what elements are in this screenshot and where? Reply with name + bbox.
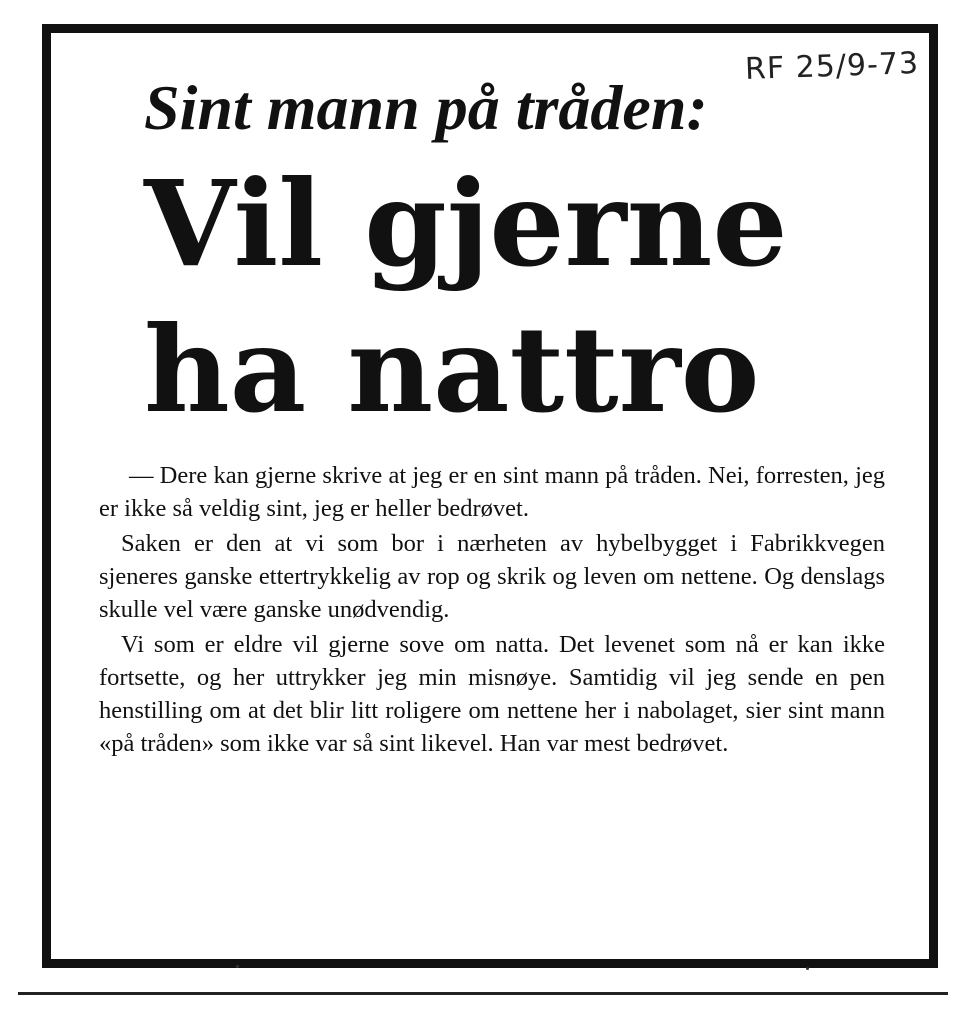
scan-speck bbox=[806, 967, 809, 970]
paragraph-3: Vi som er eldre vil gjerne sove om natta. Det levenet som nå er kan ikke fortsette, og her uttrykker jeg min misnøye. Samtidig vil jeg sende en pen henstilling om at det blir litt roligere om nettene her i nabolaget, sier sint mann «på tråden» som ikke var så sint likevel. Han var mest bedrøvet. bbox=[99, 631, 885, 757]
kicker: Sint mann på tråden: bbox=[144, 72, 708, 143]
scan-speck bbox=[236, 965, 239, 968]
handwritten-note: RF 25/9-73 bbox=[744, 45, 920, 88]
headline-line-1: Vil gjerne bbox=[144, 154, 788, 293]
headline bbox=[144, 151, 788, 443]
bottom-rule bbox=[18, 992, 948, 995]
paragraph-2: Saken er den at vi som bor i nærheten av hybelbygget i Fabrikkvegen sjeneres ganske ettertrykkelig av rop og skrik og leven om nettene. Og denslags skulle vel være ganske unødvendig. bbox=[99, 530, 885, 623]
headline-line-2: ha nattro bbox=[144, 300, 760, 439]
article-body bbox=[99, 459, 885, 762]
paragraph-1: — Dere kan gjerne skrive at jeg er en sint mann på tråden. Nei, forresten, jeg er ikke så veldig sint, jeg er heller bedrøvet. bbox=[99, 462, 885, 522]
clipping-frame bbox=[42, 24, 938, 968]
